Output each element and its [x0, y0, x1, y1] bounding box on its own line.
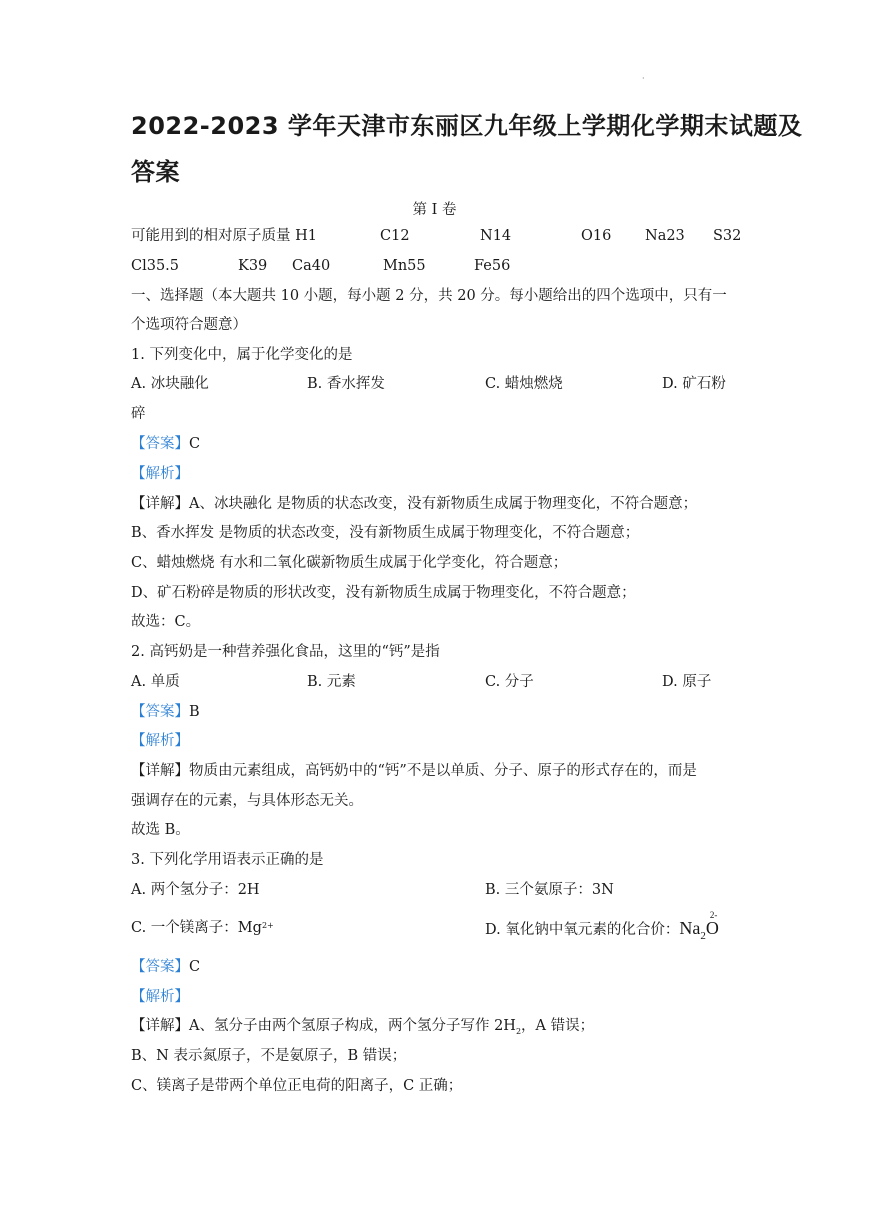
q2-answer: B: [189, 704, 200, 720]
q2-detail-text: 物质由元素组成，高钙奶中的“钙”不是以单质、分子、原子的形式存在的，而是: [189, 763, 697, 779]
atomic-mass-item: S32: [713, 228, 742, 244]
q3-option-a: A. 两个氢分子：2H: [131, 882, 260, 898]
atomic-mass-item: Ca40: [292, 258, 331, 274]
q1-option-a: A. 冰块融化: [131, 376, 209, 392]
q1-option-d: D. 矿石粉: [662, 376, 726, 392]
part1-intro-line1: 一、选择题（本大题共 10 小题，每小题 2 分，共 20 分。每小题给出的四个选项中，只有一: [131, 288, 727, 304]
q1-option-b: B. 香水挥发: [307, 376, 385, 392]
q2-analysis-tag: 【解析】: [131, 733, 189, 749]
q3-stem: 3. 下列化学用语表示正确的是: [131, 852, 324, 868]
q1-detail-b: B、香水挥发 是物质的状态改变，没有新物质生成属于物理变化，不符合题意；: [131, 525, 640, 541]
q3-answer-line: [131, 957, 200, 977]
document-title-line2: 答案: [131, 158, 180, 186]
formula-na: Na: [679, 918, 701, 938]
section-title: 第 I 卷: [412, 202, 457, 218]
q3-option-d-text: D. 氧化钠中氧元素的化合价：: [485, 922, 680, 938]
detail-tag: 【详解】: [131, 1018, 189, 1034]
q3-detail-a-pre: A、氢分子由两个氢原子构成，两个氢分子写作 2H: [189, 1018, 516, 1034]
answer-tag: 【答案】: [131, 959, 189, 975]
q3-detail-a: [131, 1016, 594, 1042]
detail-tag: 【详解】: [131, 496, 189, 512]
q1-detail-line: [131, 494, 697, 514]
atomic-mass-item: C12: [380, 228, 410, 244]
answer-tag: 【答案】: [131, 436, 189, 452]
q1-conclusion: 故选：C。: [131, 614, 201, 630]
q1-option-d-cont: 碎: [131, 406, 146, 422]
q2-option-a: A. 单质: [131, 674, 180, 690]
q1-detail-d: D、矿石粉碎是物质的形状改变，没有新物质生成属于物理变化，不符合题意；: [131, 585, 636, 601]
q1-detail-c: C、蜡烛燃烧 有水和二氧化碳新物质生成属于化学变化，符合题意；: [131, 555, 568, 571]
q1-stem: 1. 下列变化中，属于化学变化的是: [131, 347, 353, 363]
q3-option-d: [485, 910, 719, 942]
q2-detail-line1: [131, 761, 697, 781]
q1-detail-a: A、冰块融化 是物质的状态改变，没有新物质生成属于物理变化，不符合题意；: [189, 496, 698, 512]
part1-intro-line2: 个选项符合题意）: [131, 317, 247, 333]
atomic-mass-item: Cl35.5: [131, 258, 180, 274]
formula-o: O: [705, 918, 719, 938]
formula-subscript: 2: [700, 930, 706, 942]
q1-analysis-tag: 【解析】: [131, 466, 189, 482]
atomic-mass-item: Na23: [645, 228, 685, 244]
q2-detail-line2: 强调存在的元素，与具体形态无关。: [131, 793, 363, 809]
q1-option-c: C. 蜡烛燃烧: [485, 376, 563, 392]
q3-detail-b: B、N 表示氮原子，不是氨原子，B 错误；: [131, 1048, 407, 1064]
atomic-mass-item: Fe56: [474, 258, 511, 274]
q1-answer: C: [189, 436, 201, 452]
q2-option-c: C. 分子: [485, 674, 534, 690]
q3-analysis-tag: 【解析】: [131, 989, 189, 1005]
q3-answer: C: [189, 959, 201, 975]
q2-answer-line: [131, 702, 200, 722]
q2-conclusion: 故选 B。: [131, 822, 190, 838]
q3-detail-c: C、镁离子是带两个单位正电荷的阳离子，C 正确；: [131, 1078, 463, 1094]
q1-answer-line: [131, 434, 200, 454]
q3-option-c-charge: 2+: [261, 921, 274, 930]
atomic-mass-item: Mn55: [383, 258, 426, 274]
detail-tag: 【详解】: [131, 763, 189, 779]
q3-option-c: [131, 918, 274, 938]
q2-stem: 2. 高钙奶是一种营养强化食品，这里的“钙”是指: [131, 644, 440, 660]
oxygen-valence: 2-: [709, 910, 718, 920]
q2-option-d: D. 原子: [662, 674, 712, 690]
q2-option-b: B. 元素: [307, 674, 356, 690]
atomic-mass-label: 可能用到的相对原子质量 H1: [131, 228, 317, 244]
q3-option-b: B. 三个氨原子：3N: [485, 882, 614, 898]
sodium-oxide-formula: [679, 910, 719, 942]
q3-detail-a-sub: 2: [515, 1026, 522, 1036]
q3-option-c-text: C. 一个镁离子：Mg: [131, 920, 262, 936]
answer-tag: 【答案】: [131, 704, 189, 720]
header-dot: ·: [642, 74, 645, 83]
document-title-line1: 2022-2023 学年天津市东丽区九年级上学期化学期末试题及: [131, 112, 803, 140]
q3-detail-a-post: ，A 错误；: [521, 1018, 595, 1034]
atomic-mass-item: K39: [238, 258, 268, 274]
atomic-mass-item: N14: [480, 228, 512, 244]
atomic-mass-item: O16: [581, 228, 612, 244]
